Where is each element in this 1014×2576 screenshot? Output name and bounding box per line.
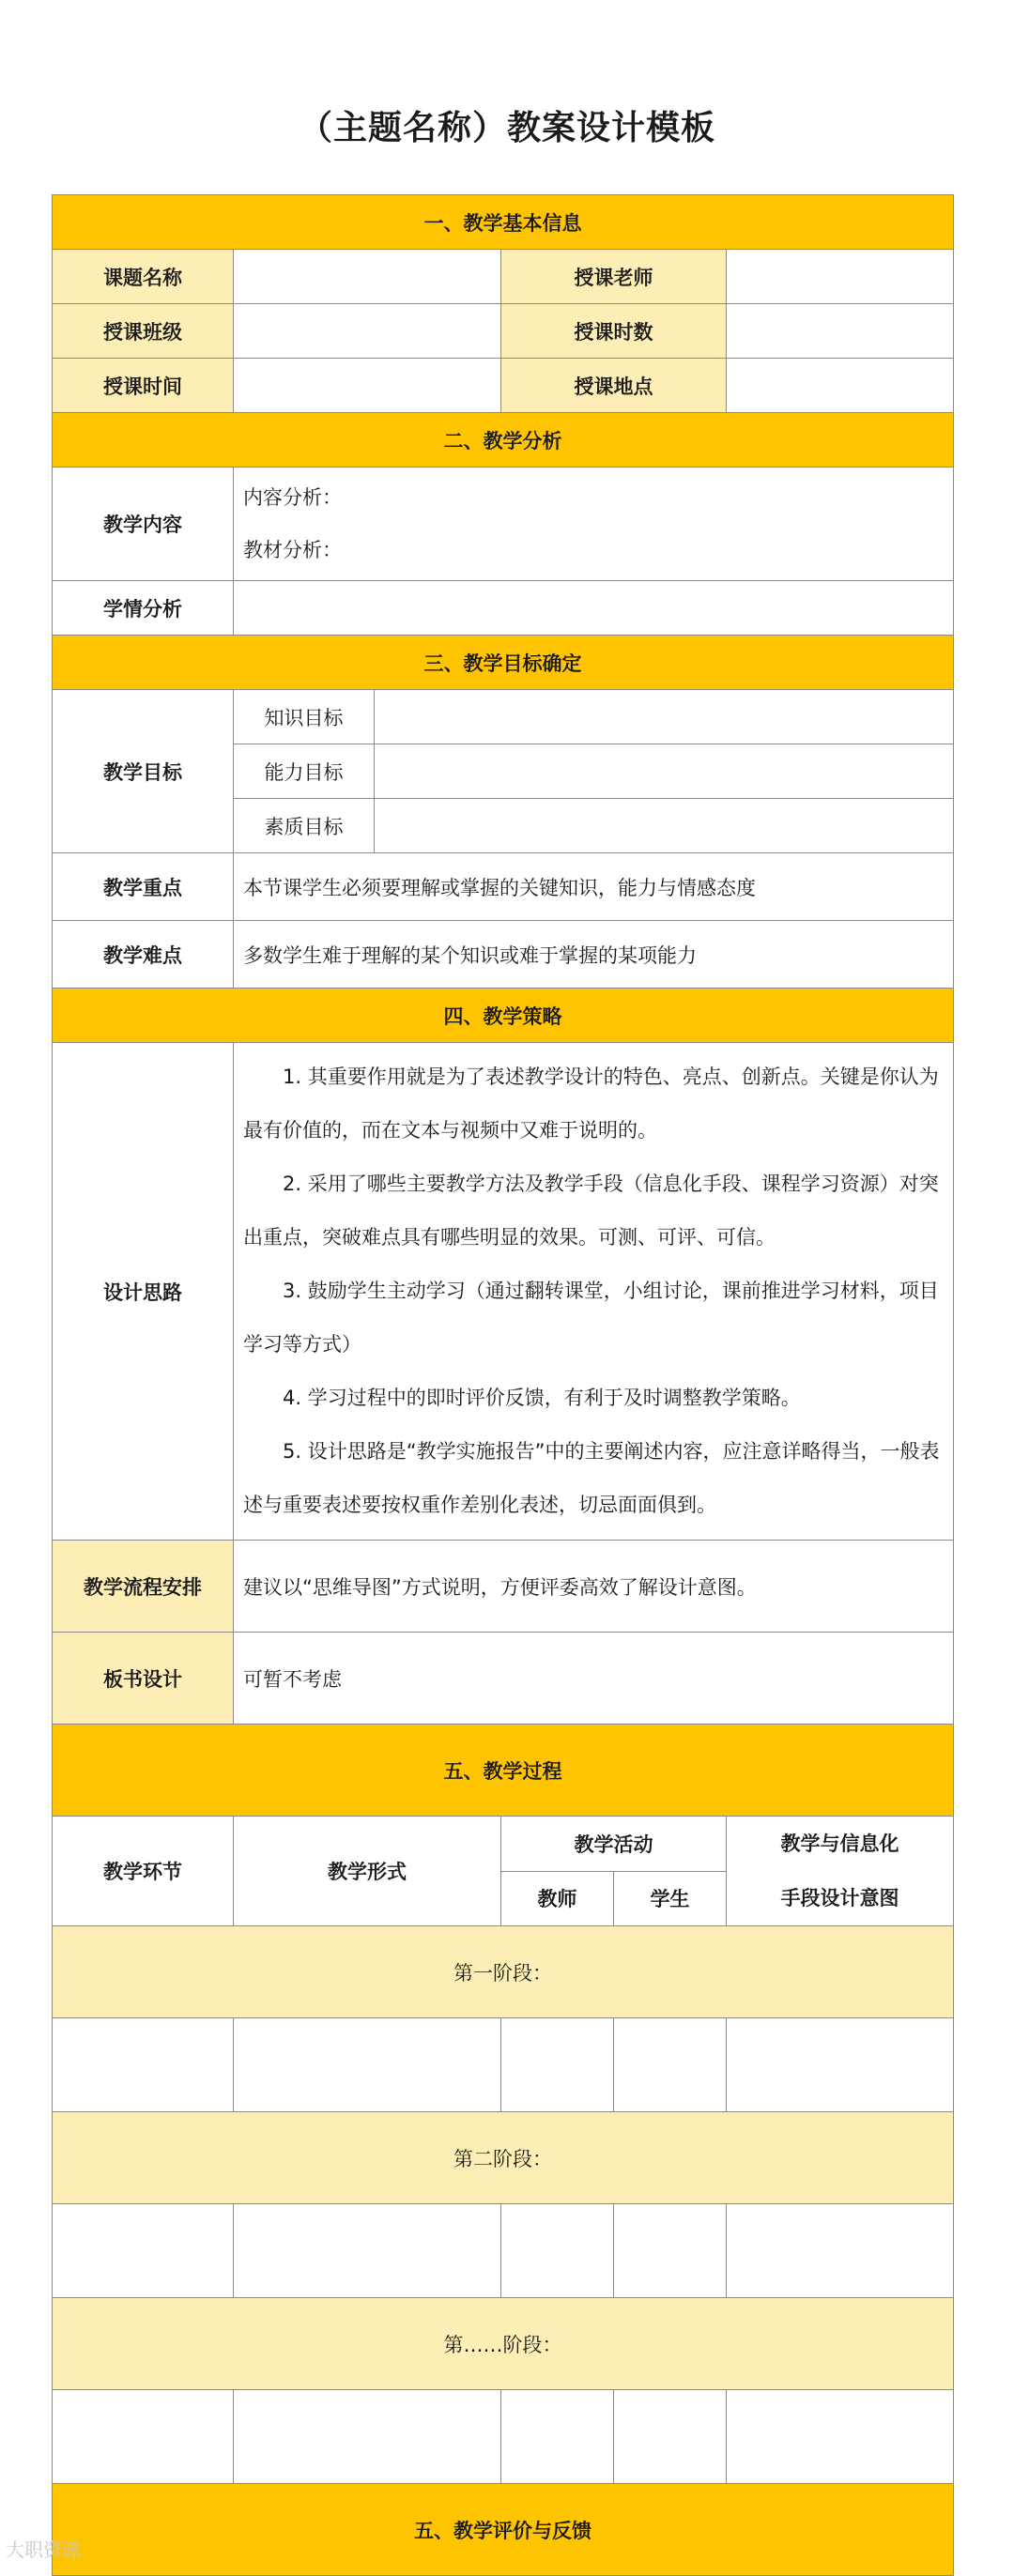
- watermark: 大职资源: [6, 2538, 81, 2561]
- stage-1-cell[interactable]: [501, 2018, 614, 2112]
- label-board-design: 板书设计: [53, 1633, 234, 1725]
- section-basic-info: 一、教学基本信息: [53, 195, 954, 250]
- field-course-name[interactable]: [234, 250, 501, 304]
- stage-2-cell[interactable]: [614, 2204, 727, 2298]
- stage-2-cell[interactable]: [53, 2204, 234, 2298]
- header-intent: [727, 1817, 954, 1926]
- header-student: 学生: [614, 1871, 727, 1926]
- field-time[interactable]: [234, 359, 501, 413]
- key-points-text: 本节课学生必须要理解或掌握的关键知识，能力与情感态度: [234, 853, 954, 921]
- section-evaluation: 五、教学评价与反馈: [53, 2484, 954, 2576]
- header-form: 教学形式: [234, 1817, 501, 1926]
- stage-1-cell[interactable]: [727, 2018, 954, 2112]
- stage-2-cell[interactable]: [501, 2204, 614, 2298]
- section-analysis: 二、教学分析: [53, 413, 954, 468]
- stage-2-header: 第二阶段：: [53, 2112, 954, 2204]
- label-class: 授课班级: [53, 304, 234, 359]
- label-quality-goal: 素质目标: [234, 799, 375, 853]
- design-point: 3. 鼓励学生主动学习（通过翻转课堂，小组讨论，课前推进学习材料，项目学习等方式）: [243, 1280, 939, 1356]
- field-knowledge-goal[interactable]: [375, 690, 954, 744]
- design-point: 5. 设计思路是“教学实施报告”中的主要阐述内容，应注意详略得当，一般表述与重要表述要按权重作差别化表述，切忌面面俱到。: [243, 1440, 940, 1516]
- stage-1-cell[interactable]: [614, 2018, 727, 2112]
- section-goals: 三、教学目标确定: [53, 636, 954, 690]
- difficult-points-text: 多数学生难于理解的某个知识或难于掌握的某项能力: [234, 921, 954, 989]
- stage-n-cell[interactable]: [234, 2390, 501, 2484]
- stage-1-cell[interactable]: [53, 2018, 234, 2112]
- header-intent-line2: 手段设计意图: [780, 1887, 899, 1909]
- section-process: 五、教学过程: [53, 1725, 954, 1817]
- stage-n-cell[interactable]: [501, 2390, 614, 2484]
- label-ability-goal: 能力目标: [234, 744, 375, 799]
- lesson-plan-table: [52, 194, 954, 2576]
- field-quality-goal[interactable]: [375, 799, 954, 853]
- label-key-points: 教学重点: [53, 853, 234, 921]
- label-location: 授课地点: [501, 359, 727, 413]
- stage-1-header: 第一阶段：: [53, 1926, 954, 2018]
- stage-n-cell[interactable]: [614, 2390, 727, 2484]
- label-teaching-content: 教学内容: [53, 468, 234, 581]
- header-intent-line1: 教学与信息化: [780, 1832, 899, 1855]
- label-time: 授课时间: [53, 359, 234, 413]
- stage-n-header: 第……阶段：: [53, 2298, 954, 2390]
- label-knowledge-goal: 知识目标: [234, 690, 375, 744]
- design-idea-content: [234, 1043, 954, 1541]
- design-point: 2. 采用了哪些主要教学方法及教学手段（信息化手段、课程学习资源）对突出重点，突破难点具有哪些明显的效果。可测、可评、可信。: [243, 1173, 939, 1249]
- header-stage: 教学环节: [53, 1817, 234, 1926]
- label-course-name: 课题名称: [53, 250, 234, 304]
- label-learner-analysis: 学情分析: [53, 581, 234, 636]
- teaching-flow-text: 建议以“思维导图”方式说明，方便评委高效了解设计意图。: [234, 1541, 954, 1633]
- page-title: （主题名称）教案设计模板: [298, 109, 715, 147]
- label-hours: 授课时数: [501, 304, 727, 359]
- field-teaching-content[interactable]: [234, 468, 954, 581]
- board-design-text: 可暂不考虑: [234, 1633, 954, 1725]
- stage-1-cell[interactable]: [234, 2018, 501, 2112]
- field-teacher[interactable]: [727, 250, 954, 304]
- design-point: 1. 其重要作用就是为了表述教学设计的特色、亮点、创新点。关键是你认为最有价值的，而在文本与视频中又难于说明的。: [243, 1066, 939, 1142]
- content-analysis-text: 内容分析：: [243, 486, 342, 509]
- field-location[interactable]: [727, 359, 954, 413]
- header-activity: 教学活动: [501, 1817, 727, 1872]
- field-learner-analysis[interactable]: [234, 581, 954, 636]
- label-teaching-goals: 教学目标: [53, 690, 234, 853]
- stage-n-cell[interactable]: [727, 2390, 954, 2484]
- stage-2-cell[interactable]: [727, 2204, 954, 2298]
- label-design-idea: 设计思路: [53, 1043, 234, 1541]
- label-difficult-points: 教学难点: [53, 921, 234, 989]
- field-ability-goal[interactable]: [375, 744, 954, 799]
- design-point: 4. 学习过程中的即时评价反馈，有利于及时调整教学策略。: [283, 1387, 801, 1409]
- field-class[interactable]: [234, 304, 501, 359]
- stage-2-cell[interactable]: [234, 2204, 501, 2298]
- label-teaching-flow: 教学流程安排: [53, 1541, 234, 1633]
- stage-n-cell[interactable]: [53, 2390, 234, 2484]
- textbook-analysis-text: 教材分析：: [243, 539, 342, 561]
- header-teacher: 教师: [501, 1871, 614, 1926]
- field-hours[interactable]: [727, 304, 954, 359]
- label-teacher: 授课老师: [501, 250, 727, 304]
- section-strategy: 四、教学策略: [53, 989, 954, 1043]
